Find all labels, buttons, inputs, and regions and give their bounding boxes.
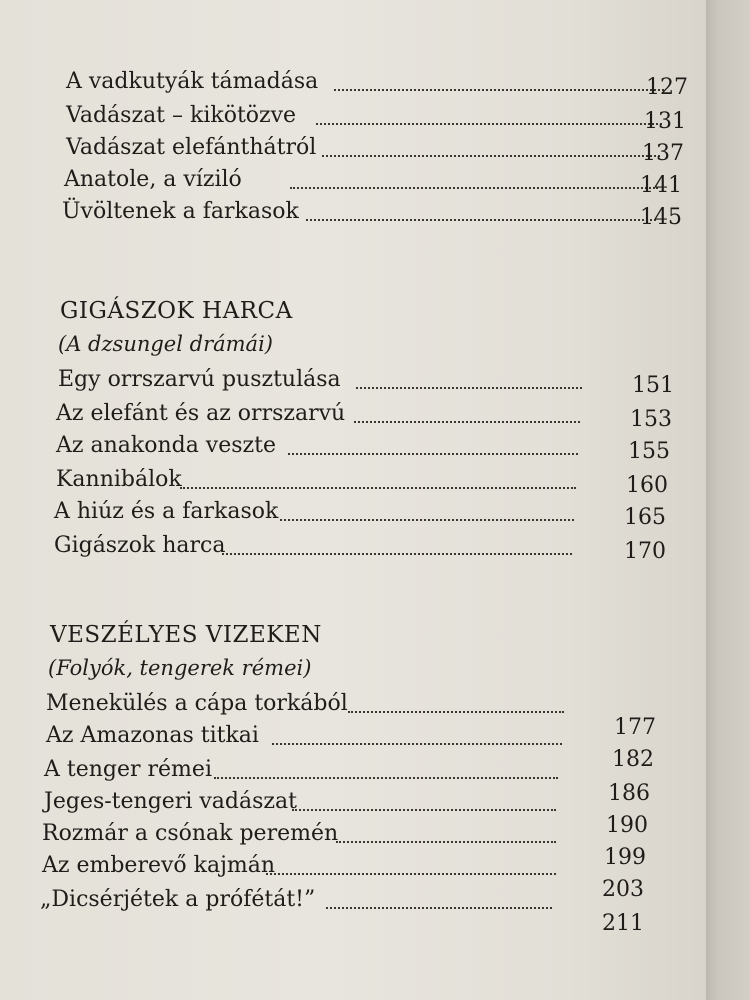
dot-leader bbox=[222, 553, 572, 555]
toc-entry-title: „Dicsérjétek a prófétát!” bbox=[40, 887, 316, 912]
toc-entry-page: 137 bbox=[642, 141, 684, 166]
dot-leader bbox=[214, 777, 558, 779]
dot-leader bbox=[316, 123, 662, 125]
toc-entry bbox=[66, 68, 686, 100]
toc-entry-page: 177 bbox=[614, 715, 656, 740]
dot-leader bbox=[356, 387, 582, 389]
toc-entry-page: 145 bbox=[640, 205, 682, 230]
toc-entry-title: Vadászat elefánthátról bbox=[66, 135, 317, 160]
section-subheading: (A dzsungel drámái) bbox=[58, 332, 273, 356]
toc-entry bbox=[54, 498, 674, 530]
dot-leader bbox=[288, 453, 578, 455]
toc-entry-page: 151 bbox=[632, 373, 674, 398]
toc-entry-title: Az Amazonas titkai bbox=[46, 723, 259, 748]
dot-leader bbox=[290, 187, 658, 189]
toc-entry-title: Üvöltenek a farkasok bbox=[62, 199, 299, 224]
toc-entry-page: 165 bbox=[624, 505, 666, 530]
dot-leader bbox=[326, 907, 552, 909]
dot-leader bbox=[348, 711, 564, 713]
toc-entry bbox=[56, 432, 676, 464]
toc-entry-title: Vadászat – kikötözve bbox=[66, 103, 297, 128]
toc-entry-page: 141 bbox=[640, 173, 682, 198]
toc-entry-page: 131 bbox=[644, 109, 686, 134]
section-heading: VESZÉLYES VIZEKEN bbox=[50, 622, 322, 648]
toc-entry bbox=[62, 198, 682, 230]
toc-entry-title: Egy orrszarvú pusztulása bbox=[58, 367, 341, 392]
toc-entry bbox=[56, 466, 676, 498]
toc-entry-page: 127 bbox=[646, 75, 688, 100]
toc-entry bbox=[66, 102, 686, 134]
dot-leader bbox=[180, 487, 576, 489]
toc-entry-title: Rozmár a csónak peremén bbox=[42, 821, 339, 846]
toc-entry-title: Gigászok harca bbox=[54, 533, 226, 558]
dot-leader bbox=[292, 809, 556, 811]
toc-entry bbox=[56, 400, 676, 432]
toc-entry-page: 190 bbox=[606, 813, 648, 838]
dot-leader bbox=[336, 841, 556, 843]
toc-entry-page: 170 bbox=[624, 539, 666, 564]
toc-entry-page: 186 bbox=[608, 781, 650, 806]
toc-entry-title: Menekülés a cápa torkából bbox=[46, 691, 348, 716]
toc-entry-page: 153 bbox=[630, 407, 672, 432]
toc-entry-page: 211 bbox=[602, 911, 644, 936]
section-subheading: (Folyók, tengerek rémei) bbox=[48, 656, 312, 680]
toc-entry-page: 160 bbox=[626, 473, 668, 498]
toc-entry bbox=[54, 532, 674, 564]
dot-leader bbox=[354, 421, 580, 423]
dot-leader bbox=[272, 743, 562, 745]
toc-entry-title: A tenger rémei bbox=[44, 757, 212, 782]
toc-entry-page: 182 bbox=[612, 747, 654, 772]
dot-leader bbox=[280, 519, 574, 521]
dot-leader bbox=[334, 89, 664, 91]
toc-entry-title: Az elefánt és az orrszarvú bbox=[56, 401, 346, 426]
dot-leader bbox=[306, 219, 656, 221]
toc-entry bbox=[58, 366, 678, 398]
toc-entry-page: 203 bbox=[602, 877, 644, 902]
section-heading: GIGÁSZOK HARCA bbox=[60, 298, 293, 324]
dot-leader bbox=[322, 155, 660, 157]
toc-entry bbox=[40, 886, 660, 936]
toc-entry-title: Az anakonda veszte bbox=[56, 433, 276, 458]
toc-entry-title: Az emberevő kajmán bbox=[42, 853, 276, 878]
toc-entry bbox=[66, 134, 686, 166]
toc-entry-title: A hiúz és a farkasok bbox=[54, 499, 279, 524]
toc-entry-page: 199 bbox=[604, 845, 646, 870]
toc-entry-title: Jeges-tengeri vadászat bbox=[44, 789, 297, 814]
page-stack-edge bbox=[706, 0, 750, 1000]
dot-leader bbox=[266, 873, 556, 875]
toc-entry-title: Kannibálok bbox=[56, 467, 182, 492]
toc-entry-page: 155 bbox=[628, 439, 670, 464]
toc-entry-title: A vadkutyák támadása bbox=[66, 69, 319, 94]
toc-entry bbox=[64, 166, 684, 198]
toc-entry-title: Anatole, a víziló bbox=[64, 167, 242, 192]
